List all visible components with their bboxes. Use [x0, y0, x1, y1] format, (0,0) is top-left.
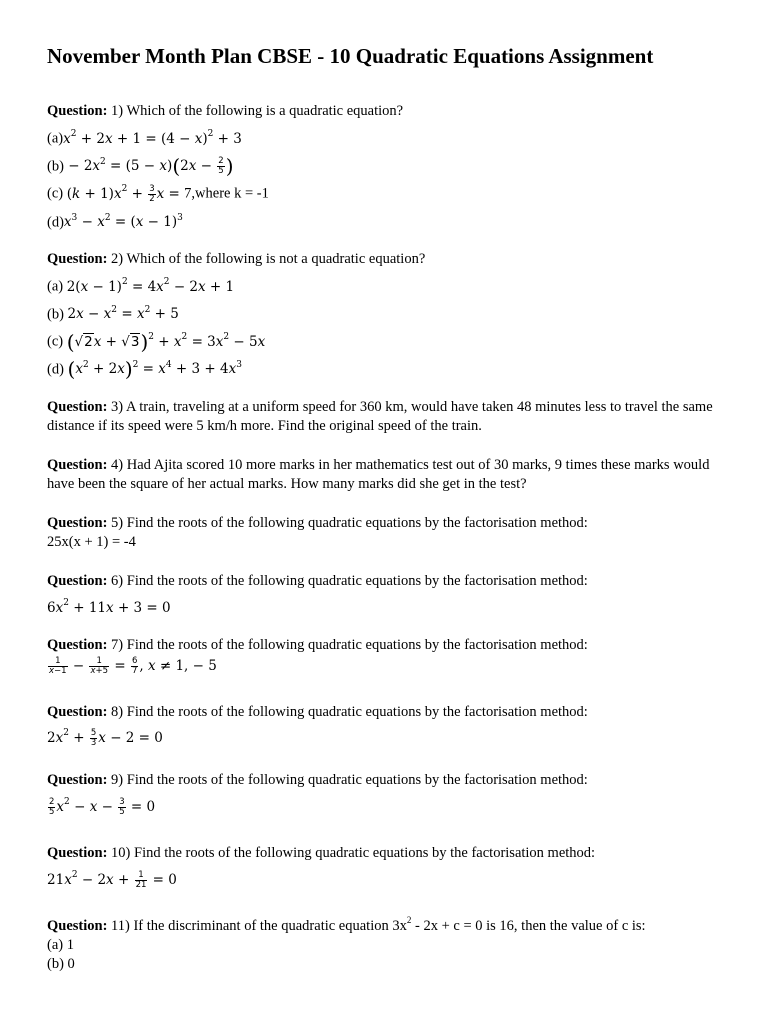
- question-5-prompt: Question: 5) Find the roots of the following quadratic equations by the factorisation method:: [47, 515, 588, 531]
- question-1: [47, 102, 737, 232]
- question-label: Question:: [47, 251, 108, 267]
- question-10-prompt: Question: 10) Find the roots of the following quadratic equations by the factorisation method:: [47, 845, 596, 861]
- question-10-equation: $21x^2 - 2x$ + $\frac{1}{21}$ = 0: [47, 869, 177, 890]
- question-label: Question:: [47, 457, 108, 473]
- question-6-equation: $6x^2 + 11x + 3 = 0$: [47, 598, 171, 616]
- question-7: [47, 636, 737, 676]
- question-10: [47, 844, 737, 890]
- question-6-prompt: Question: 6) Find the roots of the following quadratic equations by the factorisation method:: [47, 573, 588, 589]
- equation: $(√2x + √3)^2 + x^2 = 3x^2 - 5x$: [66, 329, 266, 354]
- question-7-equation: $\frac{1}{x-1}$ − $\frac{1}{x+5}$ = $\frac{6}{7}$ , x ≠ 1, − 5: [49, 656, 217, 676]
- question-7-prompt: Question: 7) Find the roots of the following quadratic equations by the factorisation method:: [47, 637, 588, 653]
- question-2-option-a: (a) $2(x - 1)^2 = 4x^2 - 2x + 1$: [47, 277, 235, 295]
- page-title: November Month Plan CBSE - 10 Quadratic Equations Assignment: [47, 44, 654, 68]
- equation: $x^2 + 2x + 1 = (4 - x)^2 + 3$: [63, 129, 242, 147]
- question-label: Question:: [47, 845, 108, 861]
- question-2-option-b: (b) $2x - x^2 = x^2 + 5$: [47, 304, 179, 322]
- question-8-prompt: Question: 8) Find the roots of the following quadratic equations by the factorisation method:: [47, 704, 588, 720]
- equation: $x^3 - x^2 = (x - 1)^3$: [63, 212, 183, 230]
- question-label: Question:: [47, 917, 108, 934]
- question-label: Question:: [47, 573, 108, 589]
- question-9-prompt: Question: 9) Find the roots of the following quadratic equations by the factorisation method:: [47, 772, 588, 788]
- question-11-option-b: (b) 0: [47, 955, 75, 972]
- equation: $(k + 1)x^2$ + $\frac{3}{2}$ x =: [66, 183, 185, 204]
- question-9-equation: $\frac{2}{5}$ $x^2 - x$ − $\frac{3}{5}$ = 0: [49, 796, 156, 817]
- equation: − $2x^2 = (5 - x)(2x$ − $\frac{2}{5}$ ): [63, 154, 234, 178]
- question-2-prompt: Question: 2) Which of the following is not a quadratic equation?: [47, 251, 426, 267]
- question-6: [47, 572, 737, 618]
- question-5-equation: 25x(x + 1) = -4: [47, 534, 136, 550]
- question-2-option-d: (d) $(x^2 + 2x)^2 = x^4 + 3 + 4x^3$: [47, 357, 242, 381]
- question-1-option-b: $(b) - 2x^2 = (5 - x)(2x$ − $\frac{2}{5}$ ): [47, 154, 234, 178]
- question-11-prompt: Question: 11) If the discriminant of the quadratic equation $3x^2 - 2x + c = 0$ is 16, then the value of c is:: [47, 915, 646, 934]
- equation: $(x^2 + 2x)^2 = x^4 + 3 + 4x^3$: [67, 357, 242, 381]
- question-4: [47, 456, 737, 494]
- question-3: [47, 398, 737, 436]
- question-8-equation: $2x^2$ + $\frac{5}{3}$ x − 2 = 0: [47, 727, 163, 748]
- question-11-option-a: (a) 1: [47, 936, 74, 953]
- question-3-text: 3) A train, traveling at a uniform speed for 360 km, would have taken 48 minutes less to travel the same distance if its speed were 5 km/h more. Find the original speed of the train.: [47, 399, 713, 434]
- question-9: [47, 771, 737, 817]
- question-label: Question:: [47, 772, 108, 788]
- equation: $2x - x^2 = x^2 + 5$: [67, 304, 179, 322]
- question-label: Question:: [47, 515, 108, 531]
- question-label: Question:: [47, 704, 108, 720]
- question-8: [47, 703, 737, 748]
- question-2-option-c: (c) $(√2x + √3)^2 + x^2 = 3x^2 - 5x$: [47, 329, 266, 354]
- question-5: [47, 514, 737, 552]
- question-2: [47, 250, 737, 379]
- question-11: [47, 912, 737, 974]
- question-1-prompt: Question: 1) Which of the following is a quadratic equation?: [47, 103, 404, 119]
- question-4-text: 4) Had Ajita scored 10 more marks in her mathematics test out of 30 marks, 9 times these marks would have been the square of her actual marks. How many marks did she get in the test?: [47, 457, 710, 492]
- question-label: Question:: [47, 103, 108, 119]
- question-1-option-d: $(d)x^3 - x^2 = (x - 1)^3$: [47, 212, 183, 230]
- equation: $2(x - 1)^2 = 4x^2 - 2x + 1$: [66, 277, 235, 295]
- question-label: Question:: [47, 399, 108, 415]
- question-label: Question:: [47, 637, 108, 653]
- question-1-option-c: (c) $(k + 1)x^2$ + $\frac{3}{2}$ x = 7,where k = -1: [47, 183, 269, 204]
- question-1-option-a: $(a)x^2 + 2x + 1 = (4 - x)^2 + 3$: [47, 129, 242, 147]
